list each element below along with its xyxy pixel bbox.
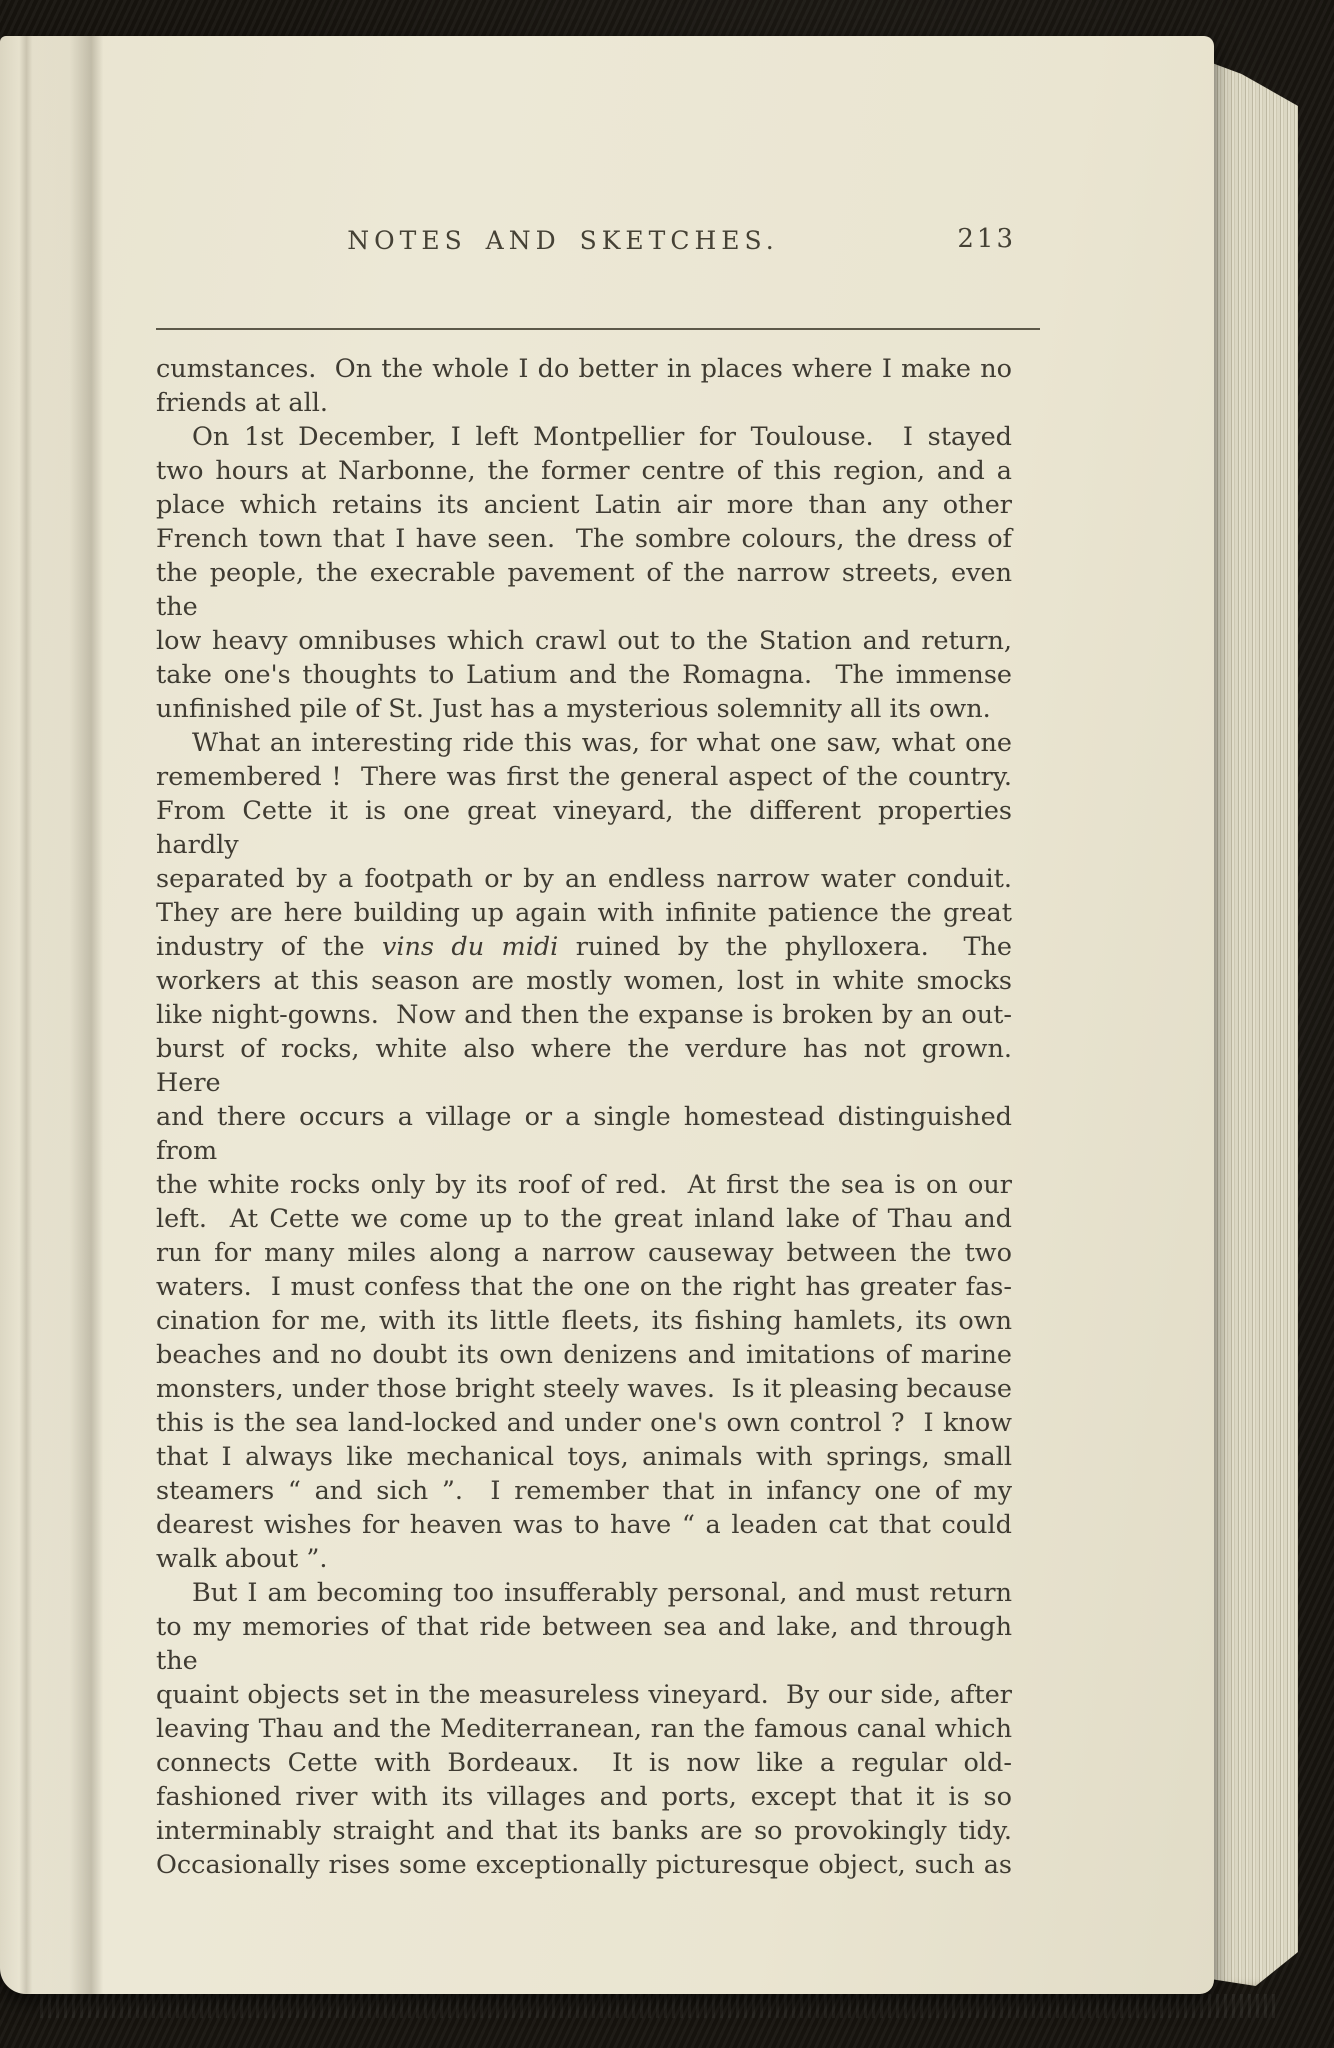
text-line: French town that I have seen. The sombre colours, the dress of — [156, 524, 1012, 554]
text-line: dearest wishes for heaven was to have “ a leaden cat that could — [156, 1510, 1012, 1540]
text-line: remembered ! There was first the general aspect of the country. — [156, 762, 1012, 792]
text-line: fashioned river with its villages and ports, except that it is so — [156, 1782, 1012, 1812]
text-line: to my memories of that ride between sea and lake, and through the — [156, 1612, 1021, 1676]
text-line: and there occurs a village or a single homestead distinguished from — [156, 1102, 1021, 1166]
text-line: like night-gowns. Now and then the expanse is broken by an out- — [156, 1000, 1012, 1030]
paragraph — [156, 352, 1012, 420]
text-block — [156, 352, 1029, 1882]
text-line: cination for me, with its little fleets, its fishing hamlets, its own — [156, 1306, 1012, 1336]
text-line: steamers “ and sich ”. I remember that in infancy one of my — [156, 1476, 1012, 1506]
text-line: cumstances. On the whole I do better in places where I make no — [156, 354, 1012, 384]
page-edges-stack — [1204, 60, 1298, 1986]
text-line: They are here building up again with infinite patience the great — [156, 898, 1012, 928]
text-line: that I always like mechanical toys, animals with springs, small — [156, 1442, 1012, 1472]
text-line: beaches and no doubt its own denizens and imitations of marine — [156, 1340, 1012, 1370]
paragraph — [156, 726, 1029, 1576]
text-line: From Cette it is one great vineyard, the different properties hardly — [156, 796, 1021, 860]
book-page — [0, 36, 1214, 1994]
text-line: friends at all. — [156, 388, 328, 418]
text-line: waters. I must confess that the one on the right has greater fas- — [156, 1272, 1012, 1302]
text-line: On 1st December, I left Montpellier for Toulouse. I stayed — [192, 422, 1012, 452]
text-line: two hours at Narbonne, the former centre of this region, and a — [156, 456, 1012, 486]
text-line: industry of the vins du midi ruined by the phylloxera. The — [156, 932, 1012, 962]
text-line: Occasionally rises some exceptionally picturesque object, such as — [156, 1850, 1012, 1880]
running-title: NOTES AND SKETCHES. — [347, 226, 779, 255]
text-line: interminably straight and that its banks are so provokingly tidy. — [156, 1816, 1012, 1846]
text-line: left. At Cette we come up to the great inland lake of Thau and — [156, 1204, 1012, 1234]
text-line: But I am becoming too insufferably personal, and must return — [192, 1578, 1012, 1608]
text-line: leaving Thau and the Mediterranean, ran the famous canal which — [156, 1714, 1012, 1744]
paragraph — [156, 1576, 1021, 1882]
paragraph — [156, 420, 1021, 726]
text-line: the people, the execrable pavement of the narrow streets, even the — [156, 558, 1021, 622]
text-line: take one's thoughts to Latium and the Romagna. The immense — [156, 660, 1012, 690]
text-line: run for many miles along a narrow causeway between the two — [156, 1238, 1012, 1268]
text-line: low heavy omnibuses which crawl out to the Station and return, — [156, 626, 1012, 656]
text-line: separated by a footpath or by an endless narrow water conduit. — [156, 864, 1012, 894]
page-number: 213 — [957, 224, 1016, 254]
text-line: monsters, under those bright steely waves. Is it pleasing because — [156, 1374, 1012, 1404]
page-header — [156, 218, 1040, 330]
text-line: What an interesting ride this was, for what one saw, what one — [192, 728, 1012, 758]
text-line: unfinished pile of St. Just has a mysterious solemnity all its own. — [156, 694, 991, 724]
text-line: workers at this season are mostly women, lost in white smocks — [156, 966, 1012, 996]
text-line: walk about ”. — [156, 1544, 328, 1574]
text-line: the white rocks only by its roof of red. At first the sea is on our — [156, 1170, 1012, 1200]
text-line: this is the sea land-locked and under one's own control ? I know — [156, 1408, 1012, 1438]
text-line: place which retains its ancient Latin air more than any other — [156, 490, 1012, 520]
text-line: burst of rocks, white also where the verdure has not grown. Here — [156, 1034, 1029, 1098]
cover-cloth-texture — [40, 1994, 1280, 2018]
text-line: quaint objects set in the measureless vineyard. By our side, after — [156, 1680, 1012, 1710]
text-line: connects Cette with Bordeaux. It is now like a regular old- — [156, 1748, 1012, 1778]
